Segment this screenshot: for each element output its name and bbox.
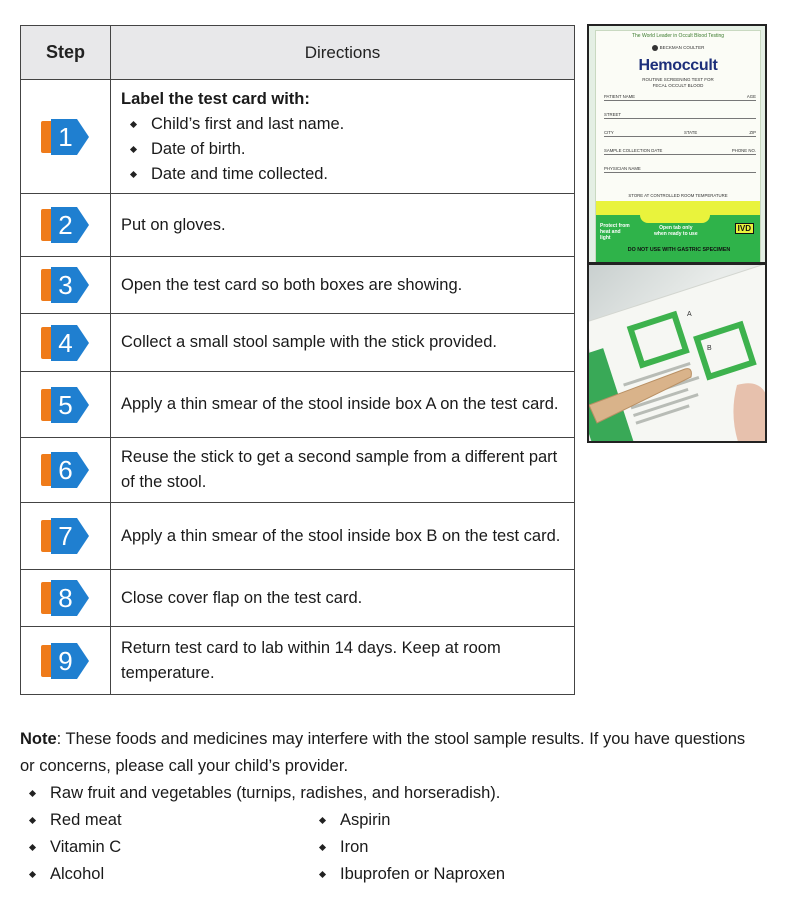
table-row — [21, 438, 575, 503]
table-row — [21, 314, 575, 372]
box-b-label: B — [707, 345, 712, 352]
card-brand: Hemoccult — [638, 57, 718, 74]
form-line: CITY STATE ZIP — [604, 123, 756, 137]
step-cell — [21, 570, 111, 627]
manufacturer-logo: BECKMAN COULTER — [596, 45, 760, 51]
step-number-badge: 2 — [41, 205, 91, 245]
steps-table — [20, 25, 575, 695]
form-line: PHYSICIAN NAME — [604, 159, 756, 173]
table-row — [21, 194, 575, 257]
step-number-badge: 3 — [41, 265, 91, 305]
list-item: Alcohol — [20, 861, 310, 888]
step-cell — [21, 314, 111, 372]
table-header-row — [21, 26, 575, 80]
step-number-badge: 1 — [41, 117, 91, 157]
table-row — [21, 627, 575, 695]
directions-cell: Reuse the stick to get a second sample from a different part of the stool. — [111, 438, 575, 503]
step-cell — [21, 627, 111, 695]
list-item: Red meat — [20, 807, 310, 834]
manufacturer-logo-icon — [652, 45, 658, 51]
note-section — [20, 726, 760, 888]
note-label: Note — [20, 730, 57, 748]
list-item: Date of birth. — [131, 137, 564, 162]
step-cell — [21, 438, 111, 503]
box-a-label: A — [687, 311, 692, 318]
list-item: Ibuprofen or Naproxen — [310, 861, 610, 888]
list-item: Raw fruit and vegetables (turnips, radishes, and horseradish). — [20, 780, 760, 807]
directions-cell: Collect a small stool sample with the stick provided. — [111, 314, 575, 372]
open-tab — [640, 215, 710, 223]
note-text: : These foods and medicines may interfere with the stool sample results. If you have questions or concerns, please call your child’s provider. — [20, 730, 746, 775]
table-row — [21, 570, 575, 627]
list-item: Aspirin — [310, 807, 610, 834]
step-number-badge: 8 — [41, 578, 91, 618]
table-row — [21, 503, 575, 570]
interfering-items-grid — [20, 807, 760, 888]
interfering-items-list — [20, 780, 760, 807]
table-row — [21, 257, 575, 314]
step-number-badge: 9 — [41, 641, 91, 681]
list-item: Iron — [310, 834, 610, 861]
ivd-badge: IVD — [735, 223, 754, 234]
step-heading: Label the test card with: — [121, 89, 310, 108]
list-item: Date and time collected. — [131, 162, 564, 187]
step-cell — [21, 80, 111, 194]
directions-cell: Open the test card so both boxes are showing. — [111, 257, 575, 314]
yellow-band — [596, 201, 760, 215]
directions-cell: Put on gloves. — [111, 194, 575, 257]
table-row — [21, 372, 575, 438]
directions-column-header: Directions — [111, 26, 575, 80]
card-tagline: The World Leader in Occult Blood Testing — [631, 33, 725, 39]
note-paragraph — [20, 726, 760, 780]
directions-cell: Apply a thin smear of the stool inside box B on the test card. — [111, 503, 575, 570]
step-number-badge: 4 — [41, 323, 91, 363]
food-items-list — [20, 807, 310, 888]
directions-cell: Return test card to lab within 14 days. Keep at room temperature. — [111, 627, 575, 695]
test-card-photo — [587, 24, 767, 264]
storage-note: STORE AT CONTROLLED ROOM TEMPERATURE — [628, 193, 728, 198]
stool-smear-photo — [587, 263, 767, 443]
table-row — [21, 80, 575, 194]
protect-note: Protect from heat and light — [600, 223, 630, 241]
directions-cell — [111, 80, 575, 194]
directions-cell: Close cover flap on the test card. — [111, 570, 575, 627]
step-number-badge: 7 — [41, 516, 91, 556]
step-number-badge: 5 — [41, 385, 91, 425]
form-line: SAMPLE COLLECTION DATE PHONE NO. — [604, 141, 756, 155]
hemoccult-card — [595, 30, 761, 262]
list-item: Vitamin C — [20, 834, 310, 861]
step-number-badge: 6 — [41, 450, 91, 490]
form-line: PATIENT NAME AGE — [604, 87, 756, 101]
green-flap — [596, 215, 760, 263]
directions-cell: Apply a thin smear of the stool inside box A on the test card. — [111, 372, 575, 438]
list-item: Child’s first and last name. — [131, 112, 564, 137]
open-tab-note: Open tab only when ready to use — [654, 225, 698, 237]
step-cell — [21, 372, 111, 438]
label-items-list — [121, 112, 564, 187]
step-cell — [21, 503, 111, 570]
form-line: STREET — [604, 105, 756, 119]
medicine-items-list — [310, 807, 610, 888]
gastric-warning: DO NOT USE WITH GASTRIC SPECIMEN — [627, 247, 731, 253]
card-subtitle: ROUTINE SCREENING TEST FOR FECAL OCCULT BLOOD — [642, 77, 714, 88]
step-cell — [21, 194, 111, 257]
step-column-header: Step — [21, 26, 111, 80]
step-cell — [21, 257, 111, 314]
smear-illustration — [589, 265, 767, 443]
